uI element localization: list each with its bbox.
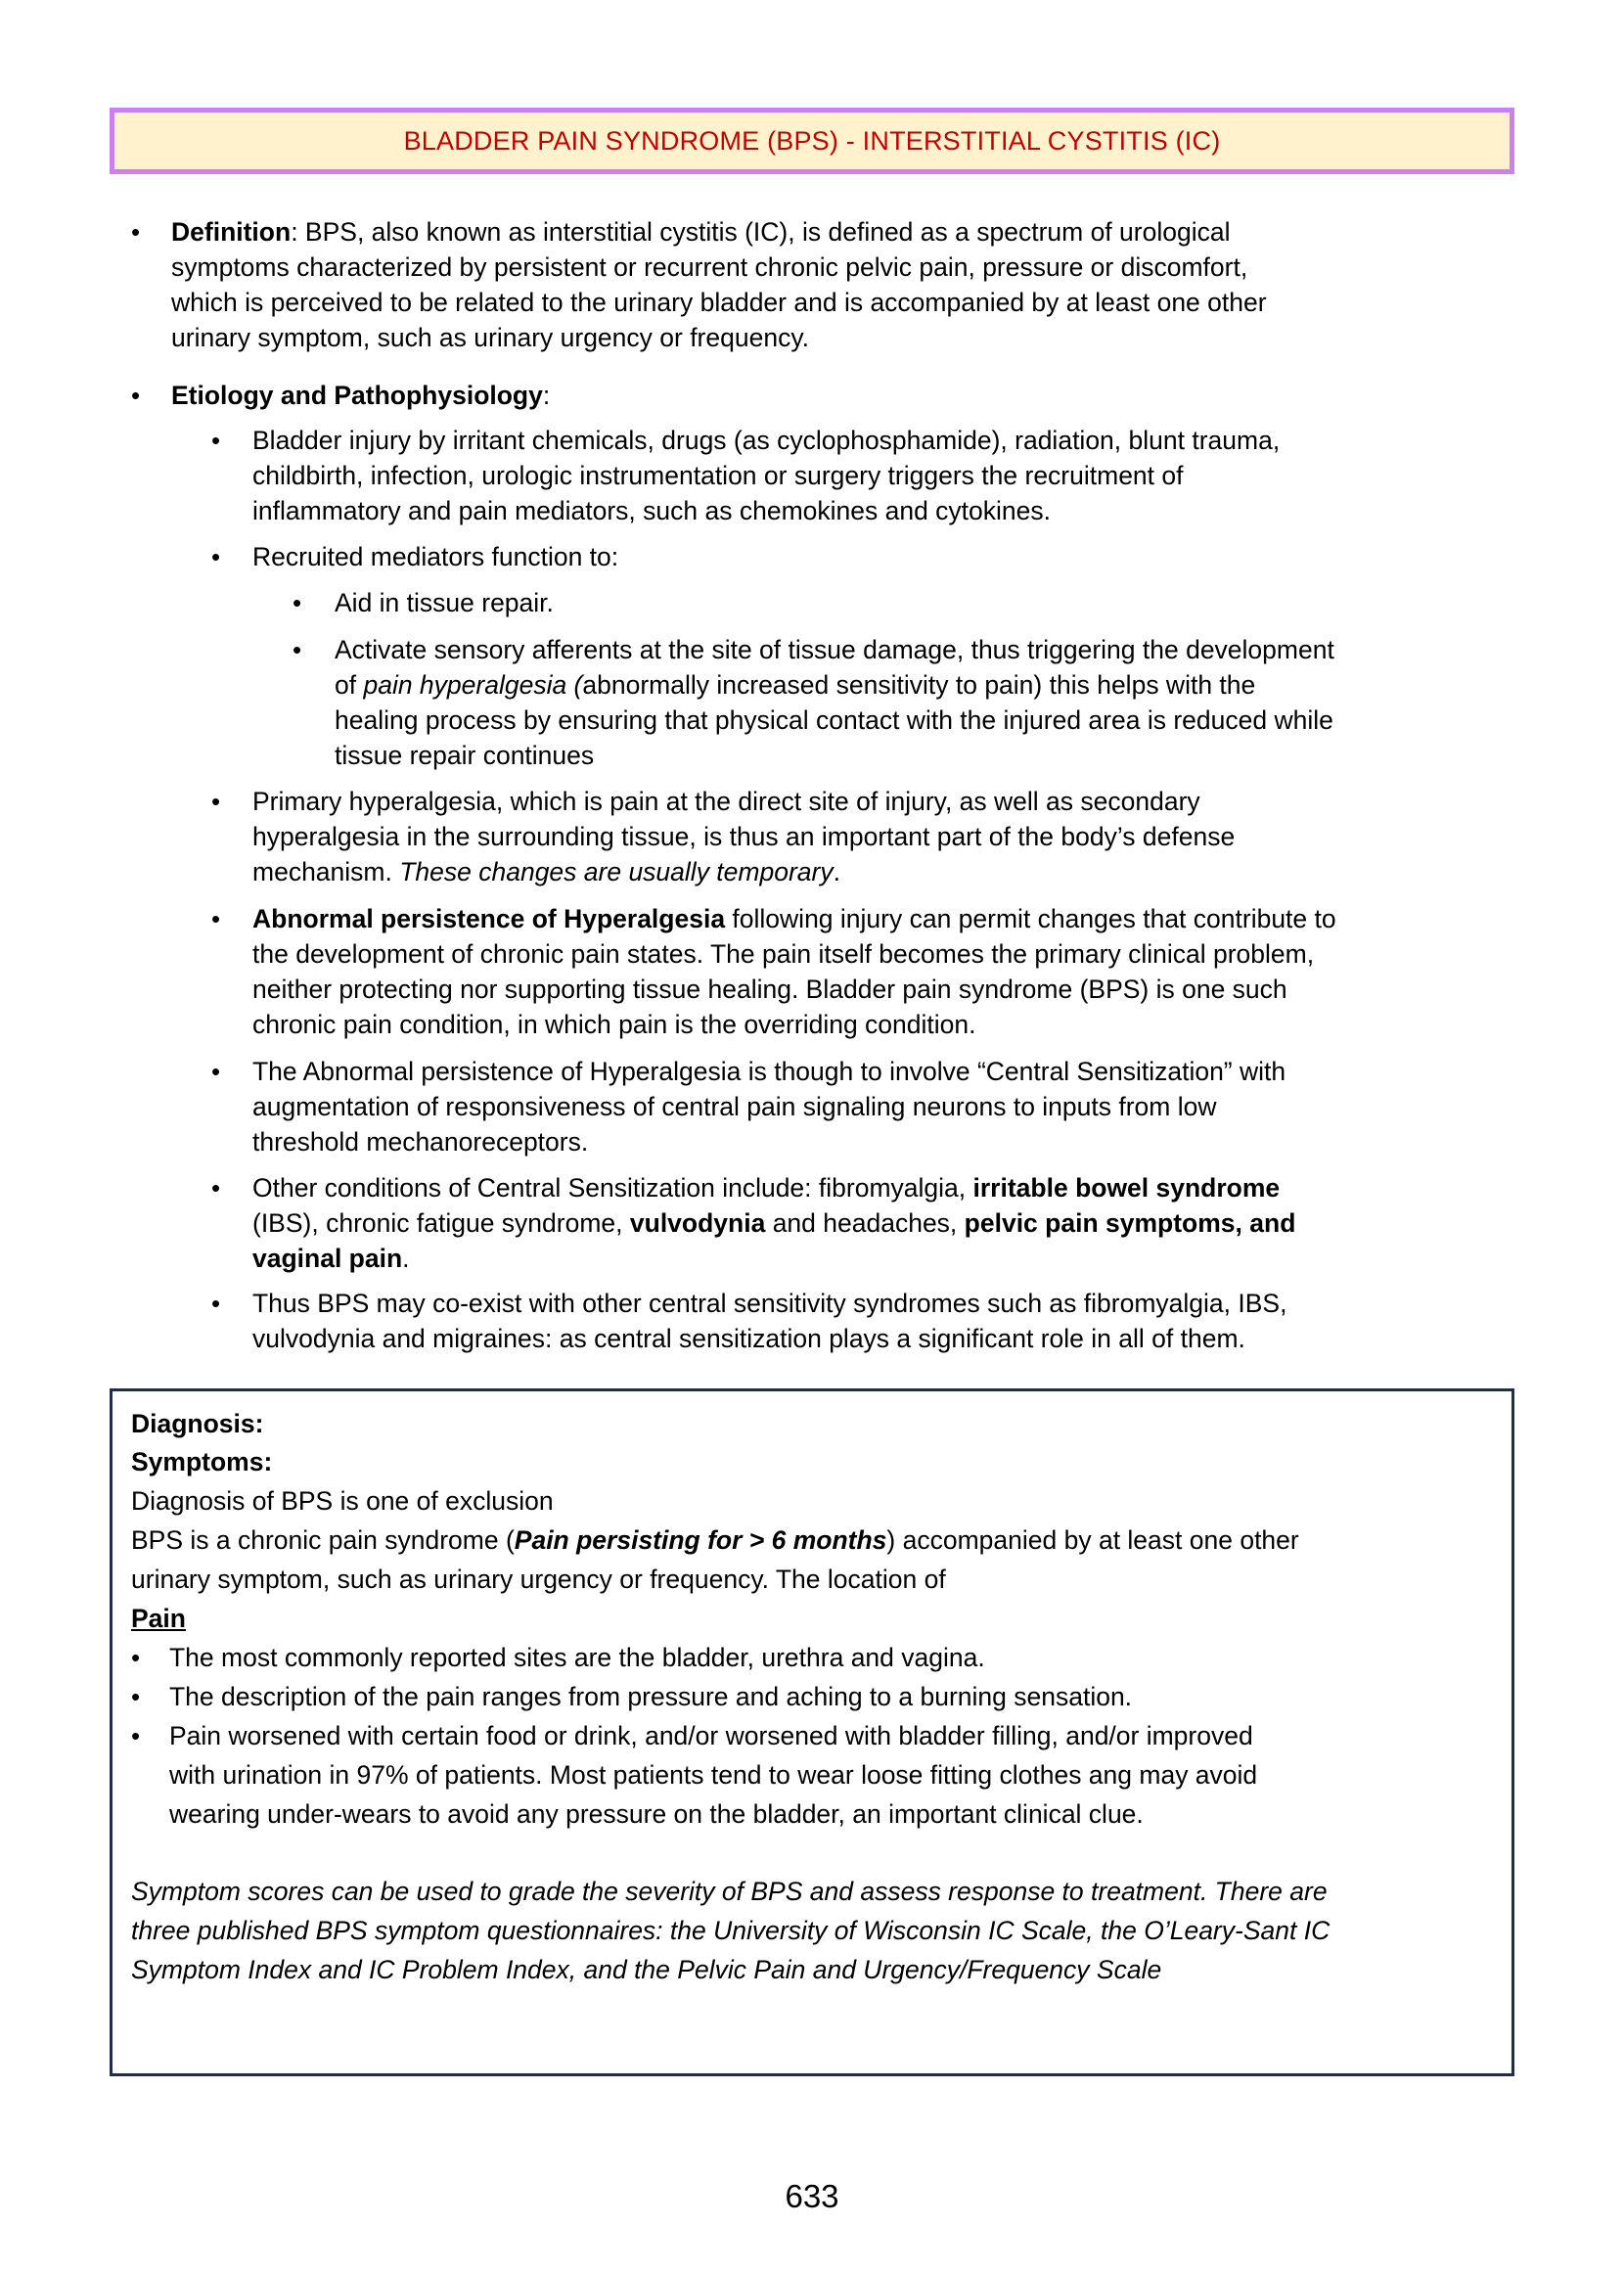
list-item-line: augmentation of responsiveness of central pain signaling neurons to inputs from low [252,1092,1217,1121]
list-item-line: Thus BPS may co-exist with other central sensitivity syndromes such as fibromyalgia, IBS, [252,1289,1287,1318]
list-item-line: hyperalgesia in the surrounding tissue, is thus an important part of the body’s defense [252,822,1236,851]
bullet-icon: • [293,635,302,664]
pain-item: wearing under-wears to avoid any pressure on the bladder, an important clinical clue. [169,1799,1144,1829]
list-item-line: childbirth, infection, urologic instrumentation or surgery triggers the recruitment of [252,461,1184,490]
diagnosis-line: BPS is a chronic pain syndrome (Pain persisting for > 6 months) accompanied by at least one other [131,1525,1299,1555]
symptom-scores-line: Symptom Index and IC Problem Index, and the Pelvic Pain and Urgency/Frequency Scale [131,1955,1162,1984]
diagnosis-line: urinary symptom, such as urinary urgency or frequency. The location of [131,1565,946,1594]
definition-line: symptoms characterized by persistent or recurrent chronic pelvic pain, pressure or discomfort, [171,252,1248,282]
list-item-line: Aid in tissue repair. [335,588,554,617]
symptom-scores-line: Symptom scores can be used to grade the severity of BPS and assess response to treatment. There are [131,1877,1328,1906]
bullet-icon: • [211,1289,221,1318]
pain-heading: Pain [131,1604,186,1633]
bullet-icon: • [211,542,221,571]
etiology-heading: Etiology and Pathophysiology: [171,381,551,410]
page-number: 633 [785,2178,839,2214]
list-item-line: neither protecting nor supporting tissue healing. Bladder pain syndrome (BPS) is one such [252,975,1287,1004]
list-item-line: Activate sensory afferents at the site of tissue damage, thus triggering the development [335,635,1334,664]
list-item-line: Recruited mediators function to: [252,542,619,571]
diagnosis-heading: Diagnosis: [131,1409,264,1438]
bullet-icon: • [131,217,141,247]
page-title: BLADDER PAIN SYNDROME (BPS) - INTERSTITIAL CYSTITIS (IC) [403,125,1221,156]
bullet-icon: • [131,1721,141,1750]
list-item-line: Other conditions of Central Sensitization include: fibromyalgia, irritable bowel syndrome [252,1173,1281,1203]
list-item-line: chronic pain condition, in which pain is the overriding condition. [252,1010,976,1039]
symptoms-heading: Symptoms: [131,1447,273,1476]
list-item-line: Bladder injury by irritant chemicals, drugs (as cyclophosphamide), radiation, blunt trauma, [252,426,1281,455]
bullet-icon: • [211,1173,221,1203]
definition-label: Definition [171,217,292,247]
pain-item: The most commonly reported sites are the bladder, urethra and vagina. [169,1643,985,1672]
list-item-line: (IBS), chronic fatigue syndrome, vulvodynia and headaches, pelvic pain symptoms, and [252,1208,1296,1238]
bullet-icon: • [211,904,221,933]
bullet-icon: • [211,787,221,816]
list-item-line: Abnormal persistence of Hyperalgesia following injury can permit changes that contribute to [252,904,1336,933]
symptom-scores-line: three published BPS symptom questionnaires: the University of Wisconsin IC Scale, the O’Leary-Sant IC [131,1916,1331,1945]
bullet-icon: • [211,1057,221,1086]
bullet-icon: • [131,1643,141,1672]
list-item-line: vulvodynia and migraines: as central sensitization plays a significant role in all of them. [252,1324,1245,1353]
pain-item: Pain worsened with certain food or drink, and/or worsened with bladder filling, and/or improved [169,1721,1253,1750]
list-item-line: Primary hyperalgesia, which is pain at the direct site of injury, as well as secondary [252,787,1200,816]
definition-line: which is perceived to be related to the urinary bladder and is accompanied by at least one other [171,288,1267,317]
list-item-line: the development of chronic pain states. The pain itself becomes the primary clinical problem, [252,939,1315,969]
list-item-line: inflammatory and pain mediators, such as chemokines and cytokines. [252,496,1052,525]
bullet-icon: • [131,1682,141,1711]
diagnosis-line: Diagnosis of BPS is one of exclusion [131,1486,554,1516]
list-item-line: healing process by ensuring that physical contact with the injured area is reduced while [335,705,1333,735]
bullet-icon: • [211,426,221,455]
definition-line: urinary symptom, such as urinary urgency or frequency. [171,323,809,352]
definition-line: Definition: BPS, also known as interstitial cystitis (IC), is defined as a spectrum of urological [171,217,1231,247]
list-item-line: tissue repair continues [335,741,595,770]
list-item-line: mechanism. These changes are usually temporary. [252,857,840,886]
pain-item: The description of the pain ranges from pressure and aching to a burning sensation. [169,1682,1133,1711]
bullet-icon: • [293,588,302,617]
list-item-line: of pain hyperalgesia (abnormally increased sensitivity to pain) this helps with the [335,670,1256,700]
bullet-icon: • [131,381,141,410]
list-item-line: threshold mechanoreceptors. [252,1127,589,1157]
list-item-line: The Abnormal persistence of Hyperalgesia is though to involve “Central Sensitization” with [252,1057,1286,1086]
list-item-line: vaginal pain. [252,1244,410,1273]
pain-item: with urination in 97% of patients. Most patients tend to wear loose fitting clothes ang may avoid [169,1760,1258,1790]
title-banner [110,108,1514,174]
